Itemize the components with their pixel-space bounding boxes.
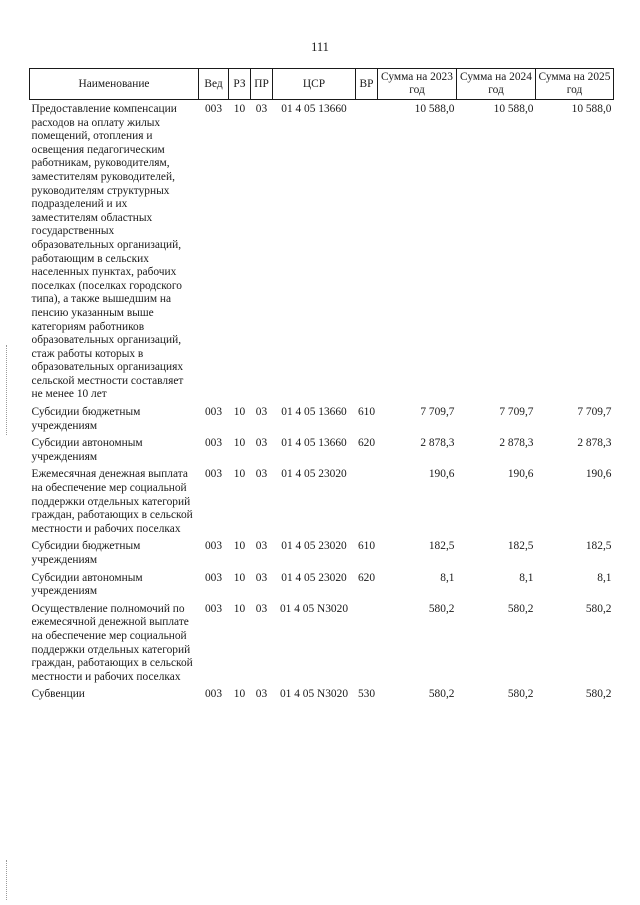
table-row (30, 684, 614, 702)
table-header-row (30, 69, 614, 100)
row-sum-2025: 580,2 (585, 688, 612, 701)
row-name: Субсидии автономным учреждениям (31, 571, 143, 598)
budget-table (29, 68, 614, 702)
row-sum-2024: 580,2 (507, 602, 534, 615)
row-vr (356, 599, 378, 685)
table-row (30, 599, 614, 685)
row-vr: 620 (357, 437, 376, 450)
row-name: Субвенции (31, 688, 85, 701)
row-sum-2023: 580,2 (428, 688, 455, 701)
row-sum-2024: 7 709,7 (499, 406, 534, 419)
row-csr: 01 4 05 13660 (281, 437, 347, 450)
row-sum-2025: 8,1 (597, 571, 612, 584)
row-pr: 03 (255, 468, 268, 481)
row-vr: 610 (357, 406, 376, 419)
table-row (30, 433, 614, 464)
row-sum-2025: 190,6 (585, 468, 612, 481)
row-ved: 003 (204, 437, 223, 450)
row-ved: 003 (204, 688, 223, 701)
row-name: Субсидии бюджетным учреждениям (31, 540, 141, 566)
header-sum-2023: Сумма на 2023 год (378, 69, 457, 100)
row-csr: 01 4 05 N3020 (279, 602, 349, 615)
header-sum-2025: Сумма на 2025 год (536, 69, 614, 100)
header-csr: ЦСР (273, 69, 356, 100)
row-ved: 003 (204, 602, 223, 615)
row-sum-2025: 7 709,7 (577, 406, 612, 419)
row-sum-2024: 190,6 (507, 468, 534, 481)
header-name: Наименование (30, 69, 199, 100)
row-name: Ежемесячная денежная выплата на обеспечение мер социальной поддержки отдельных категорий граждан, работающих в сельской местности и рабочих поселках (31, 468, 193, 535)
row-rz: 10 (233, 540, 246, 553)
row-sum-2025: 580,2 (585, 602, 612, 615)
row-rz: 10 (233, 468, 246, 481)
row-pr: 03 (255, 406, 268, 419)
header-ved: Вед (199, 69, 229, 100)
row-sum-2024: 580,2 (507, 688, 534, 701)
row-sum-2024: 8,1 (519, 571, 534, 584)
row-rz: 10 (233, 571, 246, 584)
margin-dots-upper (6, 345, 9, 435)
row-sum-2024: 10 588,0 (493, 103, 534, 115)
row-sum-2023: 8,1 (440, 571, 455, 584)
row-sum-2025: 10 588,0 (571, 103, 612, 115)
row-ved: 003 (204, 103, 223, 115)
row-rz: 10 (233, 103, 246, 115)
row-csr: 01 4 05 23020 (281, 540, 347, 553)
row-csr: 01 4 05 23020 (281, 468, 347, 481)
row-csr: 01 4 05 23020 (281, 571, 347, 584)
row-sum-2025: 2 878,3 (577, 437, 612, 450)
row-vr: 620 (357, 571, 376, 584)
row-ved: 003 (204, 406, 223, 419)
row-vr: 610 (357, 540, 376, 553)
header-vr: ВР (356, 69, 378, 100)
row-name: Субсидии бюджетным учреждениям (31, 406, 141, 432)
row-sum-2023: 580,2 (428, 602, 455, 615)
row-name: Субсидии автономным учреждениям (31, 437, 143, 463)
table-row (30, 100, 614, 403)
table-row (30, 464, 614, 536)
row-rz: 10 (233, 688, 246, 701)
row-pr: 03 (255, 437, 268, 450)
row-pr: 03 (255, 602, 268, 615)
row-sum-2024: 182,5 (507, 540, 534, 553)
row-vr: 530 (357, 688, 376, 701)
row-csr: 01 4 05 13660 (281, 103, 347, 115)
header-sum-2024: Сумма на 2024 год (457, 69, 536, 100)
row-sum-2023: 190,6 (428, 468, 455, 481)
row-rz: 10 (233, 437, 246, 450)
row-pr: 03 (255, 688, 268, 701)
row-sum-2023: 7 709,7 (420, 406, 455, 419)
row-pr: 03 (255, 571, 268, 584)
row-name: Предоставление компенсации расходов на оплату жилых помещений, отопления и освещения педагогическим работникам, руководителям, заместителям руководителей, руководителям структурных подразделений и их заместителям областных государственных образовательных организаций, работающим в сельских населенных пунктах, рабочих поселках (поселках городского типа), а также вышедшим на пенсию указанным выше категориям работников образовательных организаций, стаж работы которых в образовательных организациях сельской местности составляет не менее 10 лет (31, 103, 184, 401)
row-pr: 03 (255, 103, 268, 115)
row-sum-2023: 2 878,3 (420, 437, 455, 450)
row-sum-2023: 10 588,0 (414, 103, 455, 115)
row-sum-2024: 2 878,3 (499, 437, 534, 450)
row-pr: 03 (255, 540, 268, 553)
table-row (30, 402, 614, 433)
page-number: 111 (311, 40, 329, 54)
margin-dots-lower (6, 860, 9, 900)
row-rz: 10 (233, 602, 246, 615)
row-vr (356, 464, 378, 536)
row-ved: 003 (204, 468, 223, 481)
row-sum-2025: 182,5 (585, 540, 612, 553)
table-row (30, 536, 614, 567)
row-name: Осуществление полномочий по ежемесячной денежной выплате на обеспечение мер социальной поддержки отдельных категорий граждан, работающих в сельской местности и рабочих поселках (31, 602, 193, 683)
row-vr (356, 100, 378, 403)
header-rz: РЗ (229, 69, 251, 100)
header-pr: ПР (251, 69, 273, 100)
row-csr: 01 4 05 N3020 (279, 688, 349, 701)
row-rz: 10 (233, 406, 246, 419)
row-ved: 003 (204, 571, 223, 584)
table-row (30, 568, 614, 599)
row-sum-2023: 182,5 (428, 540, 455, 553)
row-csr: 01 4 05 13660 (281, 406, 347, 419)
row-ved: 003 (204, 540, 223, 553)
